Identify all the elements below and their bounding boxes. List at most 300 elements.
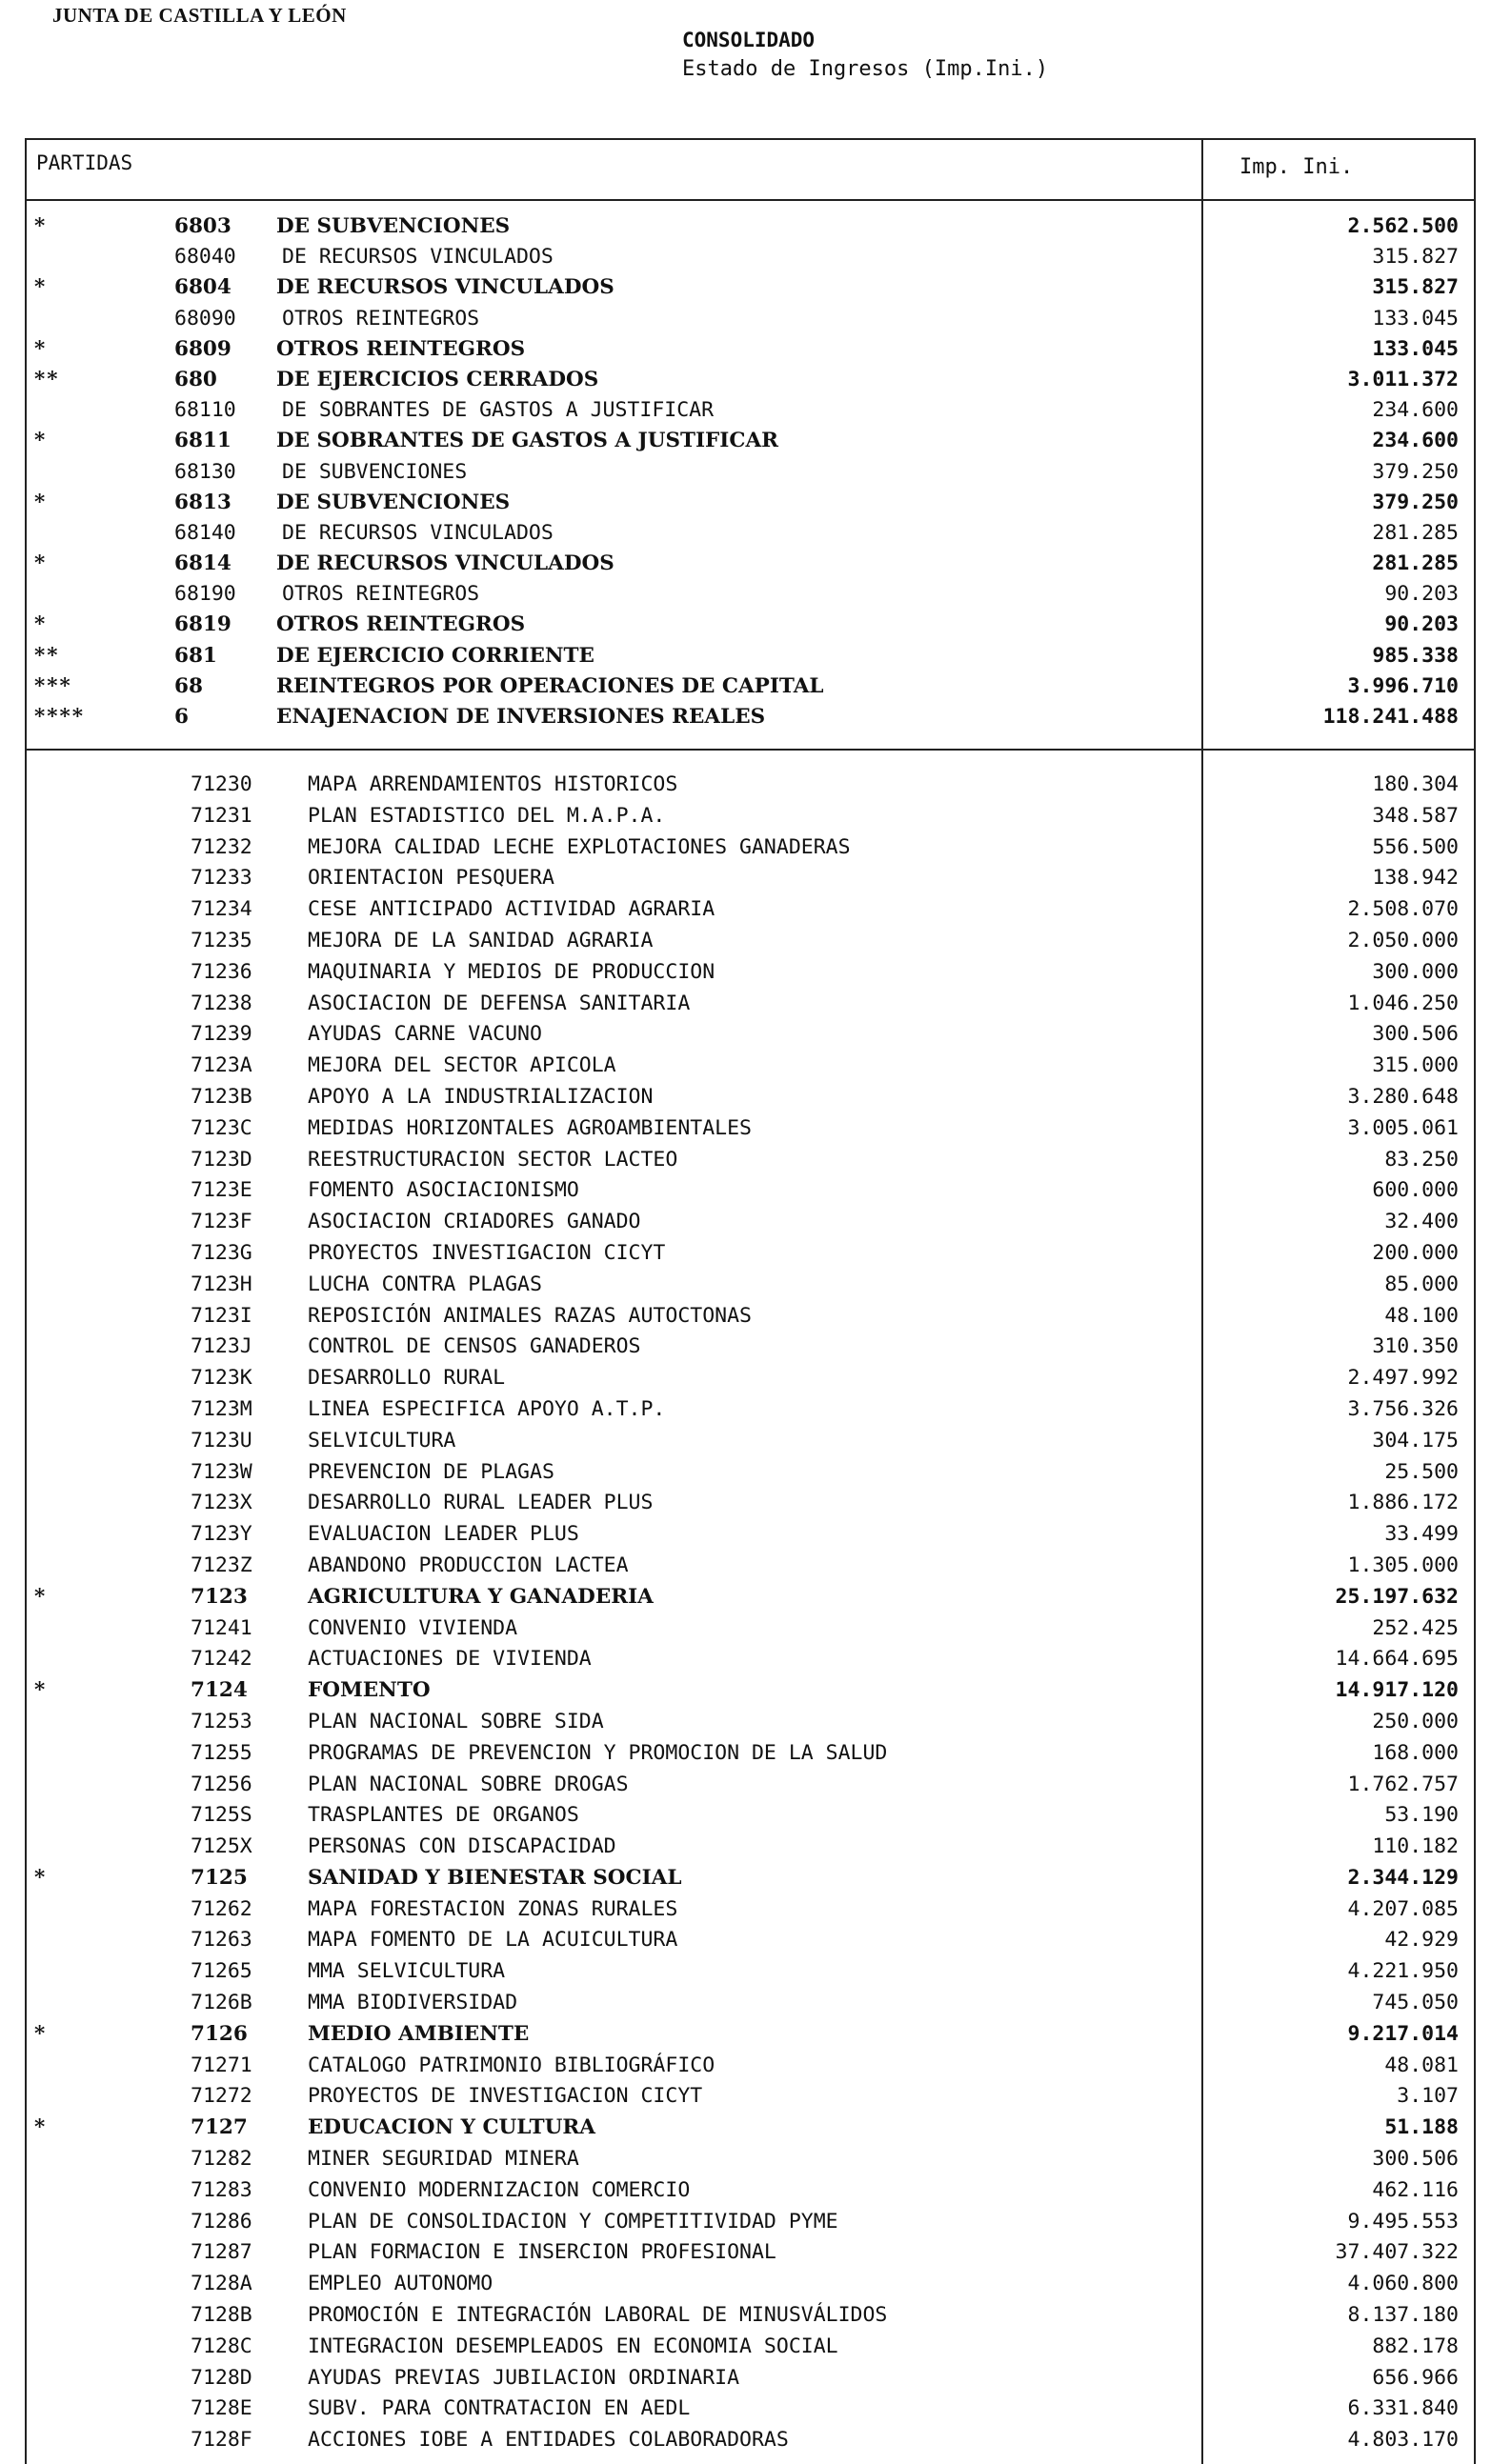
row-amount: 33.499 <box>1384 1522 1459 1547</box>
row-amount: 252.425 <box>1372 1615 1459 1640</box>
table-row <box>27 1427 1474 1458</box>
table-row <box>27 1957 1474 1989</box>
row-amount: 315.827 <box>1372 245 1459 270</box>
section-divider <box>27 749 1474 751</box>
row-level-marker: * <box>34 612 48 637</box>
row-label: PLAN NACIONAL SOBRE SIDA <box>308 1709 604 1733</box>
row-amount: 118.241.488 <box>1322 705 1459 729</box>
row-amount: 14.917.120 <box>1335 1678 1459 1703</box>
table-row <box>27 1364 1474 1395</box>
row-label: DESARROLLO RURAL LEADER PLUS <box>308 1491 654 1515</box>
row-label: PERSONAS CON DISCAPACIDAD <box>308 1834 616 1859</box>
table-row <box>27 2082 1474 2113</box>
row-code: 7128B <box>191 2303 252 2328</box>
row-amount: 379.250 <box>1372 490 1459 514</box>
table-row <box>27 519 1474 550</box>
row-amount: 1.305.000 <box>1347 1553 1459 1577</box>
row-amount: 3.280.648 <box>1347 1084 1459 1109</box>
row-code: 7123A <box>191 1053 252 1078</box>
row-label: MAPA FOMENTO DE LA ACUICULTURA <box>308 1928 678 1953</box>
row-code: 7128E <box>191 2396 252 2421</box>
subtotal-row <box>27 1676 1474 1708</box>
row-code: 71233 <box>191 866 252 891</box>
row-code: 7126B <box>191 1991 252 2015</box>
row-label: DE RECURSOS VINCULADOS <box>276 275 615 300</box>
row-code: 71235 <box>191 928 252 952</box>
table-row <box>27 1271 1474 1302</box>
row-label: CONVENIO MODERNIZACION COMERCIO <box>308 2177 691 2202</box>
income-table <box>25 138 1476 2464</box>
table-row <box>27 396 1474 427</box>
row-amount: 133.045 <box>1372 336 1459 361</box>
row-label: EVALUACION LEADER PLUS <box>308 1522 579 1547</box>
row-amount: 300.000 <box>1372 959 1459 984</box>
row-label: ABANDONO PRODUCCION LACTEA <box>308 1553 629 1577</box>
importe-column-header: Imp. Ini. <box>1239 155 1354 179</box>
row-amount: 200.000 <box>1372 1240 1459 1265</box>
row-label: SUBV. PARA CONTRATACION EN AEDL <box>308 2396 691 2421</box>
table-row <box>27 1552 1474 1583</box>
row-code: 7123U <box>191 1428 252 1452</box>
row-label: PROGRAMAS DE PREVENCION Y PROMOCION DE LA SALUD <box>308 1740 888 1765</box>
row-label: REESTRUCTURACION SECTOR LACTEO <box>308 1147 678 1172</box>
row-label: LINEA ESPECIFICA APOYO A.T.P. <box>308 1396 666 1421</box>
row-amount: 133.045 <box>1372 306 1459 331</box>
organization-name: JUNTA DE CASTILLA Y LEÓN <box>52 4 347 27</box>
row-label: OTROS REINTEGROS <box>276 336 526 361</box>
row-code: 6 <box>174 705 189 729</box>
row-code: 7124 <box>191 1678 248 1703</box>
row-label: LUCHA CONTRA PLAGAS <box>308 1272 542 1296</box>
row-amount: 1.886.172 <box>1347 1491 1459 1515</box>
row-label: ORIENTACION PESQUERA <box>308 866 554 891</box>
row-code: 7123 <box>191 1584 248 1609</box>
row-label: FOMENTO <box>308 1678 431 1703</box>
subtotal-row <box>27 2020 1474 2052</box>
row-amount: 53.190 <box>1384 1803 1459 1828</box>
table-row <box>27 305 1474 335</box>
row-label: PROYECTOS DE INVESTIGACION CICYT <box>308 2084 703 2109</box>
row-amount: 3.107 <box>1397 2084 1459 2109</box>
section-reintegros <box>27 212 1474 733</box>
table-row <box>27 2208 1474 2239</box>
row-code: 71241 <box>191 1615 252 1640</box>
row-label: CONTROL DE CENSOS GANADEROS <box>308 1334 641 1359</box>
row-code: 7123I <box>191 1303 252 1328</box>
row-amount: 1.046.250 <box>1347 991 1459 1015</box>
row-amount: 250.000 <box>1372 1709 1459 1733</box>
row-amount: 4.221.950 <box>1347 1959 1459 1984</box>
row-level-marker: ** <box>34 367 60 391</box>
row-level-marker: * <box>34 1678 48 1703</box>
row-label: ASOCIACION DE DEFENSA SANITARIA <box>308 991 691 1015</box>
row-amount: 300.506 <box>1372 2147 1459 2172</box>
row-label: SELVICULTURA <box>308 1428 456 1452</box>
table-row <box>27 864 1474 895</box>
row-code: 6811 <box>174 429 232 453</box>
subtotal-row <box>27 212 1474 243</box>
table-row <box>27 771 1474 802</box>
subtotal-row <box>27 1864 1474 1895</box>
table-row <box>27 1614 1474 1646</box>
row-amount: 3.005.061 <box>1347 1115 1459 1140</box>
row-amount: 37.407.322 <box>1335 2240 1459 2265</box>
row-label: DE SOBRANTES DE GASTOS A JUSTIFICAR <box>282 398 715 423</box>
row-label: EDUCACION Y CULTURA <box>308 2115 595 2140</box>
row-amount: 379.250 <box>1372 459 1459 484</box>
row-label: MAPA ARRENDAMIENTOS HISTORICOS <box>308 772 678 796</box>
row-amount: 882.178 <box>1372 2334 1459 2358</box>
row-code: 7128D <box>191 2365 252 2390</box>
subtotal-row <box>27 2113 1474 2145</box>
row-label: PREVENCION DE PLAGAS <box>308 1459 554 1484</box>
row-amount: 180.304 <box>1372 772 1459 796</box>
row-label: AYUDAS PREVIAS JUBILACION ORDINARIA <box>308 2365 740 2390</box>
row-amount: 315.827 <box>1372 275 1459 300</box>
row-amount: 234.600 <box>1372 429 1459 453</box>
row-code: 71234 <box>191 897 252 922</box>
row-label: MEDIDAS HORIZONTALES AGROAMBIENTALES <box>308 1115 752 1140</box>
row-code: 7123F <box>191 1210 252 1234</box>
row-code: 71286 <box>191 2209 252 2234</box>
row-label: DESARROLLO RURAL <box>308 1366 506 1391</box>
row-amount: 85.000 <box>1384 1272 1459 1296</box>
row-label: DE SUBVENCIONES <box>282 459 468 484</box>
row-label: DE EJERCICIOS CERRADOS <box>276 367 599 391</box>
row-amount: 90.203 <box>1384 612 1459 637</box>
table-row <box>27 1708 1474 1739</box>
row-label: INTEGRACION DESEMPLEADOS EN ECONOMIA SOCIAL <box>308 2334 838 2358</box>
row-code: 7123D <box>191 1147 252 1172</box>
row-amount: 745.050 <box>1372 1991 1459 2015</box>
row-code: 71263 <box>191 1928 252 1953</box>
table-row <box>27 2426 1474 2457</box>
table-row <box>27 2270 1474 2301</box>
row-label: MMA BIODIVERSIDAD <box>308 1991 518 2015</box>
row-label: SANIDAD Y BIENESTAR SOCIAL <box>308 1865 682 1890</box>
partidas-column-header: PARTIDAS <box>36 151 133 174</box>
row-code: 68190 <box>174 582 236 607</box>
row-label: MEJORA CALIDAD LECHE EXPLOTACIONES GANADERAS <box>308 834 851 859</box>
table-row <box>27 1332 1474 1364</box>
row-amount: 462.116 <box>1372 2177 1459 2202</box>
row-label: MINER SEGURIDAD MINERA <box>308 2147 579 2172</box>
subtotal-row <box>27 1583 1474 1614</box>
row-label: CONVENIO VIVIENDA <box>308 1615 518 1640</box>
table-row <box>27 1895 1474 1927</box>
row-code: 7123W <box>191 1459 252 1484</box>
row-level-marker: * <box>34 429 48 453</box>
table-row <box>27 1052 1474 1083</box>
row-code: 6814 <box>174 551 232 576</box>
row-code: 68090 <box>174 306 236 331</box>
table-row <box>27 458 1474 489</box>
row-code: 71271 <box>191 2053 252 2077</box>
row-code: 71231 <box>191 803 252 828</box>
row-code: 7123K <box>191 1366 252 1391</box>
row-amount: 138.942 <box>1372 866 1459 891</box>
row-amount: 25.500 <box>1384 1459 1459 1484</box>
row-amount: 300.506 <box>1372 1022 1459 1047</box>
row-label: ASOCIACION CRIADORES GANADO <box>308 1210 641 1234</box>
row-amount: 8.137.180 <box>1347 2303 1459 2328</box>
row-label: DE SUBVENCIONES <box>276 214 511 238</box>
row-level-marker: *** <box>34 673 72 698</box>
row-code: 6813 <box>174 490 232 514</box>
row-level-marker: * <box>34 490 48 514</box>
row-amount: 348.587 <box>1372 803 1459 828</box>
row-amount: 48.100 <box>1384 1303 1459 1328</box>
row-amount: 234.600 <box>1372 398 1459 423</box>
row-level-marker: * <box>34 336 48 361</box>
row-amount: 304.175 <box>1372 1428 1459 1452</box>
row-level-marker: * <box>34 1584 48 1609</box>
row-code: 7125 <box>191 1865 248 1890</box>
subtotal-row <box>27 703 1474 733</box>
row-amount: 51.188 <box>1384 2115 1459 2140</box>
row-code: 68 <box>174 673 203 698</box>
report-title: CONSOLIDADO <box>682 29 816 51</box>
row-code: 71282 <box>191 2147 252 2172</box>
table-row <box>27 2394 1474 2426</box>
table-row <box>27 1833 1474 1864</box>
subtotal-row <box>27 366 1474 396</box>
row-amount: 42.929 <box>1384 1928 1459 1953</box>
row-code: 71238 <box>191 991 252 1015</box>
row-label: PROMOCIÓN E INTEGRACIÓN LABORAL DE MINUSVÁLIDOS <box>308 2303 888 2328</box>
row-code: 71287 <box>191 2240 252 2265</box>
row-code: 680 <box>174 367 217 391</box>
row-amount: 83.250 <box>1384 1147 1459 1172</box>
table-row <box>27 1302 1474 1333</box>
table-row <box>27 1239 1474 1271</box>
row-code: 71262 <box>191 1896 252 1921</box>
row-amount: 9.495.553 <box>1347 2209 1459 2234</box>
row-amount: 2.497.992 <box>1347 1366 1459 1391</box>
row-amount: 2.050.000 <box>1347 928 1459 952</box>
row-label: PLAN NACIONAL SOBRE DROGAS <box>308 1772 629 1796</box>
row-code: 681 <box>174 643 217 668</box>
row-label: DE SOBRANTES DE GASTOS A JUSTIFICAR <box>276 429 779 453</box>
row-label: PROYECTOS INVESTIGACION CICYT <box>308 1240 666 1265</box>
row-amount: 281.285 <box>1372 520 1459 545</box>
row-label: MEJORA DEL SECTOR APICOLA <box>308 1053 616 1078</box>
row-level-marker: ** <box>34 643 60 668</box>
row-code: 7128C <box>191 2334 252 2358</box>
row-amount: 2.344.129 <box>1347 1865 1459 1890</box>
row-amount: 1.762.757 <box>1347 1772 1459 1796</box>
row-label: DE EJERCICIO CORRIENTE <box>276 643 594 668</box>
subtotal-row <box>27 427 1474 457</box>
table-row <box>27 1771 1474 1802</box>
table-row <box>27 895 1474 927</box>
table-row <box>27 1489 1474 1520</box>
row-amount: 168.000 <box>1372 1740 1459 1765</box>
table-row <box>27 2176 1474 2208</box>
row-amount: 3.011.372 <box>1347 367 1459 391</box>
row-code: 68040 <box>174 245 236 270</box>
row-code: 7123J <box>191 1334 252 1359</box>
table-row <box>27 1176 1474 1208</box>
table-row <box>27 990 1474 1021</box>
row-amount: 3.996.710 <box>1347 673 1459 698</box>
row-label: PLAN FORMACION E INSERCION PROFESIONAL <box>308 2240 776 2265</box>
report-subtitle: Estado de Ingresos (Imp.Ini.) <box>682 57 1049 81</box>
row-code: 71283 <box>191 2177 252 2202</box>
row-label: MEJORA DE LA SANIDAD AGRARIA <box>308 928 654 952</box>
row-code: 68140 <box>174 520 236 545</box>
row-code: 6809 <box>174 336 232 361</box>
row-code: 6803 <box>174 214 232 238</box>
row-label: PLAN DE CONSOLIDACION Y COMPETITIVIDAD PYME <box>308 2209 838 2234</box>
table-row <box>27 1801 1474 1833</box>
row-code: 7123H <box>191 1272 252 1296</box>
row-level-marker: * <box>34 214 48 238</box>
row-code: 7127 <box>191 2115 248 2140</box>
row-amount: 281.285 <box>1372 551 1459 576</box>
row-code: 7123C <box>191 1115 252 1140</box>
row-code: 7123Y <box>191 1522 252 1547</box>
subtotal-row <box>27 335 1474 366</box>
row-amount: 9.217.014 <box>1347 2021 1459 2046</box>
subtotal-row <box>27 489 1474 519</box>
table-row <box>27 1020 1474 1052</box>
table-row <box>27 2145 1474 2176</box>
row-code: 7125X <box>191 1834 252 1859</box>
row-code: 6804 <box>174 275 232 300</box>
row-amount: 110.182 <box>1372 1834 1459 1859</box>
row-amount: 656.966 <box>1372 2365 1459 2390</box>
table-row <box>27 2238 1474 2270</box>
row-amount: 315.000 <box>1372 1053 1459 1078</box>
table-row <box>27 2052 1474 2083</box>
table-row <box>27 1645 1474 1676</box>
table-row <box>27 2301 1474 2333</box>
table-row <box>27 580 1474 611</box>
row-code: 7128A <box>191 2272 252 2296</box>
row-label: DE SUBVENCIONES <box>276 490 511 514</box>
section-transferencias <box>27 771 1474 2457</box>
row-level-marker: * <box>34 2115 48 2140</box>
row-code: 71236 <box>191 959 252 984</box>
row-code: 7123G <box>191 1240 252 1265</box>
row-label: REINTEGROS POR OPERACIONES DE CAPITAL <box>276 673 824 698</box>
subtotal-row <box>27 672 1474 703</box>
table-row <box>27 1926 1474 1957</box>
row-label: REPOSICIÓN ANIMALES RAZAS AUTOCTONAS <box>308 1303 752 1328</box>
row-code: 71272 <box>191 2084 252 2109</box>
subtotal-row <box>27 642 1474 672</box>
row-label: OTROS REINTEGROS <box>276 612 526 637</box>
row-amount: 90.203 <box>1384 582 1459 607</box>
row-level-marker: **** <box>34 705 85 729</box>
row-amount: 4.060.800 <box>1347 2272 1459 2296</box>
row-label: ENAJENACION DE INVERSIONES REALES <box>276 705 766 729</box>
row-code: 7123X <box>191 1491 252 1515</box>
row-code: 71232 <box>191 834 252 859</box>
row-code: 7125S <box>191 1803 252 1828</box>
row-label: MAQUINARIA Y MEDIOS DE PRODUCCION <box>308 959 715 984</box>
row-label: OTROS REINTEGROS <box>282 306 480 331</box>
row-label: TRASPLANTES DE ORGANOS <box>308 1803 579 1828</box>
row-label: OTROS REINTEGROS <box>282 582 480 607</box>
row-code: 71253 <box>191 1709 252 1733</box>
table-row <box>27 1146 1474 1177</box>
subtotal-row <box>27 611 1474 641</box>
row-label: AGRICULTURA Y GANADERIA <box>308 1584 654 1609</box>
table-row <box>27 243 1474 273</box>
row-label: CESE ANTICIPADO ACTIVIDAD AGRARIA <box>308 897 715 922</box>
row-amount: 2.562.500 <box>1347 214 1459 238</box>
row-label: DE RECURSOS VINCULADOS <box>282 520 554 545</box>
row-label: DE RECURSOS VINCULADOS <box>282 245 554 270</box>
row-code: 7126 <box>191 2021 248 2046</box>
row-level-marker: * <box>34 2021 48 2046</box>
row-code: 71265 <box>191 1959 252 1984</box>
row-code: 6819 <box>174 612 232 637</box>
row-amount: 600.000 <box>1372 1178 1459 1203</box>
table-row <box>27 2333 1474 2364</box>
row-code: 71242 <box>191 1647 252 1672</box>
row-level-marker: * <box>34 1865 48 1890</box>
subtotal-row <box>27 273 1474 304</box>
table-row <box>27 1520 1474 1552</box>
row-label: ACCIONES IOBE A ENTIDADES COLABORADORAS <box>308 2428 789 2453</box>
row-code: 7123E <box>191 1178 252 1203</box>
row-amount: 4.207.085 <box>1347 1896 1459 1921</box>
row-code: 7123B <box>191 1084 252 1109</box>
row-code: 71239 <box>191 1022 252 1047</box>
row-level-marker: * <box>34 551 48 576</box>
row-amount: 985.338 <box>1372 643 1459 668</box>
table-row <box>27 1395 1474 1427</box>
table-row <box>27 1739 1474 1771</box>
row-label: FOMENTO ASOCIACIONISMO <box>308 1178 579 1203</box>
row-amount: 25.197.632 <box>1335 1584 1459 1609</box>
row-label: APOYO A LA INDUSTRIALIZACION <box>308 1084 654 1109</box>
row-amount: 310.350 <box>1372 1334 1459 1359</box>
row-level-marker: * <box>34 275 48 300</box>
table-row <box>27 1989 1474 2020</box>
row-amount: 6.331.840 <box>1347 2396 1459 2421</box>
subtotal-row <box>27 550 1474 580</box>
row-amount: 556.500 <box>1372 834 1459 859</box>
row-label: AYUDAS CARNE VACUNO <box>308 1022 542 1047</box>
row-code: 7128F <box>191 2428 252 2453</box>
row-amount: 48.081 <box>1384 2053 1459 2077</box>
row-label: ACTUACIONES DE VIVIENDA <box>308 1647 592 1672</box>
row-amount: 4.803.170 <box>1347 2428 1459 2453</box>
row-amount: 3.756.326 <box>1347 1396 1459 1421</box>
row-label: DE RECURSOS VINCULADOS <box>276 551 615 576</box>
table-row <box>27 1114 1474 1146</box>
row-code: 7123Z <box>191 1553 252 1577</box>
table-row <box>27 1458 1474 1490</box>
table-row <box>27 802 1474 833</box>
row-label: CATALOGO PATRIMONIO BIBLIOGRÁFICO <box>308 2053 715 2077</box>
row-code: 71230 <box>191 772 252 796</box>
row-amount: 2.508.070 <box>1347 897 1459 922</box>
row-code: 71256 <box>191 1772 252 1796</box>
row-label: MAPA FORESTACION ZONAS RURALES <box>308 1896 678 1921</box>
table-row <box>27 833 1474 865</box>
row-code: 7123M <box>191 1396 252 1421</box>
row-label: MEDIO AMBIENTE <box>308 2021 530 2046</box>
row-code: 68130 <box>174 459 236 484</box>
row-code: 68110 <box>174 398 236 423</box>
row-amount: 14.664.695 <box>1335 1647 1459 1672</box>
table-header <box>27 140 1474 201</box>
